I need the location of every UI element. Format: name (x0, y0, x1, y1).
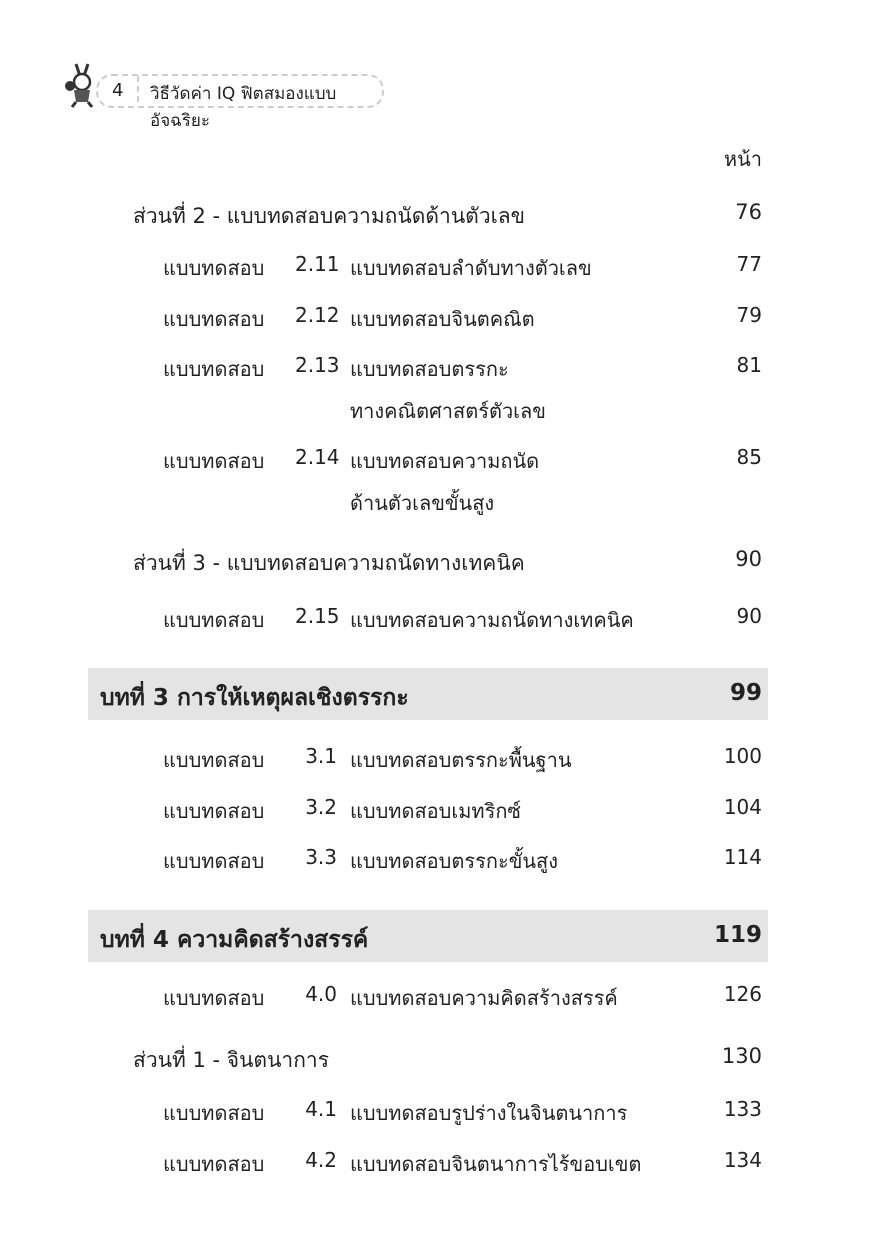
entry-title: แบบทดสอบรูปร่างในจินตนาการ (350, 1101, 628, 1125)
header-divider (137, 76, 139, 102)
entry-page: 79 (736, 303, 762, 327)
entry-page: 104 (723, 795, 762, 819)
entry-title: แบบทดสอบลำดับทางตัวเลข (350, 256, 592, 280)
section-page: 76 (735, 200, 762, 224)
entry-page: 133 (723, 1097, 762, 1121)
entry-page: 81 (736, 353, 762, 377)
entry-label: แบบทดสอบ (163, 986, 265, 1010)
chapter-title: บทที่ 4 ความคิดสร้างสรรค์ (100, 927, 369, 953)
entry-page: 77 (736, 252, 762, 276)
entry-title: แบบทดสอบตรรกะขั้นสูง (350, 849, 559, 873)
entry-code: 3.2 (305, 795, 337, 819)
entry-label: แบบทดสอบ (163, 256, 265, 280)
chapter-title: บทที่ 3 การให้เหตุผลเชิงตรรกะ (100, 685, 409, 711)
section-page: 90 (735, 547, 762, 571)
entry-code: 2.15 (295, 604, 340, 628)
entry-page: 90 (736, 604, 762, 628)
entry-label: แบบทดสอบ (163, 307, 265, 331)
entry-label: แบบทดสอบ (163, 357, 265, 381)
entry-label: แบบทดสอบ (163, 748, 265, 772)
entry-title: แบบทดสอบความคิดสร้างสรรค์ (350, 986, 618, 1010)
section-page: 130 (721, 1044, 762, 1068)
entry-label: แบบทดสอบ (163, 608, 265, 632)
chapter-page: 99 (729, 680, 762, 706)
entry-page: 126 (723, 982, 762, 1006)
entry-title: แบบทดสอบจินตคณิต (350, 307, 535, 331)
entry-page: 114 (723, 845, 762, 869)
entry-page: 134 (723, 1148, 762, 1172)
section-title: ส่วนที่ 2 - แบบทดสอบความถนัดด้านตัวเลข (133, 204, 526, 228)
entry-code: 4.0 (305, 982, 337, 1006)
entry-page: 100 (723, 744, 762, 768)
entry-title: แบบทดสอบความถนัดทางเทคนิค (350, 608, 634, 632)
entry-code: 4.1 (305, 1097, 337, 1121)
entry-code: 2.11 (295, 252, 340, 276)
entry-code: 3.1 (305, 744, 337, 768)
entry-title-continued: ด้านตัวเลขขั้นสูง (350, 491, 495, 515)
entry-code: 4.2 (305, 1148, 337, 1172)
chapter-page: 119 (713, 922, 762, 948)
entry-title: แบบทดสอบจินตนาการไร้ขอบเขต (350, 1152, 642, 1176)
chapter-heading[interactable] (88, 668, 768, 720)
page-column-label: หน้า (723, 147, 762, 171)
entry-title: แบบทดสอบเมทริกซ์ (350, 799, 521, 823)
entry-code: 3.3 (305, 845, 337, 869)
entry-label: แบบทดสอบ (163, 449, 265, 473)
entry-title: แบบทดสอบความถนัด (350, 449, 540, 473)
entry-title-continued: ทางคณิตศาสตร์ตัวเลข (350, 399, 546, 423)
entry-title: แบบทดสอบตรรกะพื้นฐาน (350, 748, 572, 772)
entry-label: แบบทดสอบ (163, 849, 265, 873)
section-title: ส่วนที่ 1 - จินตนาการ (133, 1048, 330, 1072)
page-number: 4 (112, 80, 124, 101)
entry-code: 2.14 (295, 445, 340, 469)
section-title: ส่วนที่ 3 - แบบทดสอบความถนัดทางเทคนิค (133, 551, 525, 575)
book-title: วิธีวัดค่า IQ ฟิตสมองแบบอัจฉริยะ (150, 84, 337, 131)
chapter-heading[interactable] (88, 910, 768, 962)
entry-code: 2.13 (295, 353, 340, 377)
running-header (62, 62, 382, 131)
entry-page: 85 (736, 445, 762, 469)
entry-label: แบบทดสอบ (163, 1101, 265, 1125)
entry-label: แบบทดสอบ (163, 1152, 265, 1176)
entry-label: แบบทดสอบ (163, 799, 265, 823)
entry-code: 2.12 (295, 303, 340, 327)
entry-title: แบบทดสอบตรรกะ (350, 357, 509, 381)
